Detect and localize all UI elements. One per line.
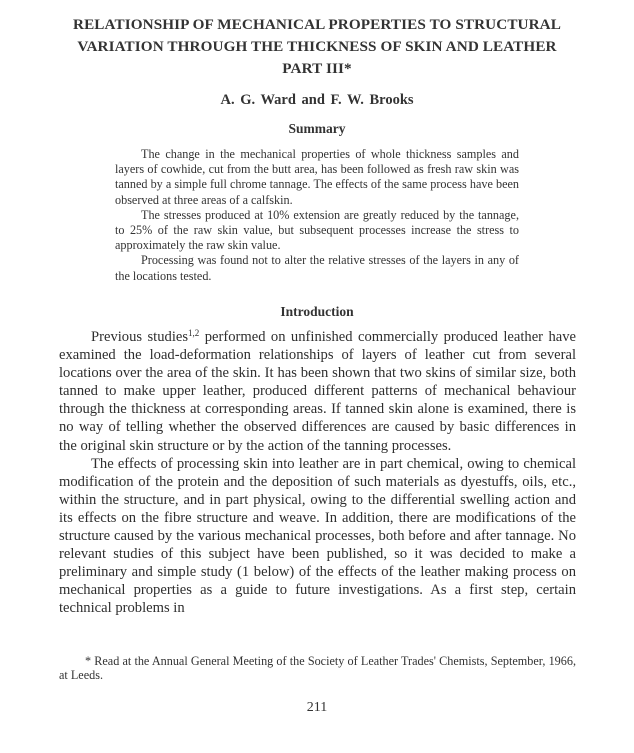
citation-reference: 1,2 [188,328,200,338]
footnote [59,654,576,682]
text-run: performed on unfinished commercially produced leather have examined the load-deformation relationships of layers of leather cut from several locations over the area of the skin. It has been shown that two skins of similar size, both tanned to make upper leather, produced different patterns of mechanical behaviour through the thickness at corresponding areas. If tanned skin alone is examined, there is no way of telling whether the observed differences are caused by basic differences in the original skin structure or by the action of the tanning processes. [59,329,577,454]
summary-paragraph: The change in the mechanical properties of whole thickness samples and layers of cowhide, cut from the butt area, has been followed as fresh raw skin was tanned by a simple full chrome tannage. The effects of the same process have been observed at three areas of a calfskin. [115,147,519,207]
title-line: PART III* [282,60,352,77]
introduction-paragraph: The effects of processing skin into leather are in part chemical, owing to chemical modification of the protein and the deposition of such materials as dyestuffs, oils, etc., within the structure, and in part physical, owing to the differential swelling action and its effects on the fibre structure and weave. In addition, there are modifications of the structure caused by the various mechanical processes, both before and after tannage. No relevant studies of this subject have been published, so it was decided to make a preliminary and simple study (1 below) of the effects of the leather making process on mechanical properties as a guide to future investigations. As a first step, certain technical problems in [59,455,576,617]
summary [115,147,519,284]
footnote-text: * Read at the Annual General Meeting of the Society of Leather Trades' Chemists, September, 1966, at Leeds. [59,654,576,682]
introduction-body [59,328,576,618]
introduction-paragraph [59,328,576,455]
introduction-heading: Introduction [280,304,354,319]
page-number: 211 [306,700,328,715]
summary-paragraph: The stresses produced at 10% extension are greatly reduced by the tannage, to 25% of the raw skin value, but subsequent processes increase the stress to approximately the raw skin value. [115,207,519,253]
text-run: Previous studies [91,329,189,345]
paper-title [40,14,594,80]
title-line: VARIATION THROUGH THE THICKNESS OF SKIN AND LEATHER [77,38,557,55]
title-line: RELATIONSHIP OF MECHANICAL PROPERTIES TO STRUCTURAL [73,16,561,33]
authors: A. G. Ward and F. W. Brooks [220,92,414,108]
summary-paragraph: Processing was found not to alter the relative stresses of the layers in any of the locations tested. [115,253,519,283]
summary-heading: Summary [288,121,346,136]
